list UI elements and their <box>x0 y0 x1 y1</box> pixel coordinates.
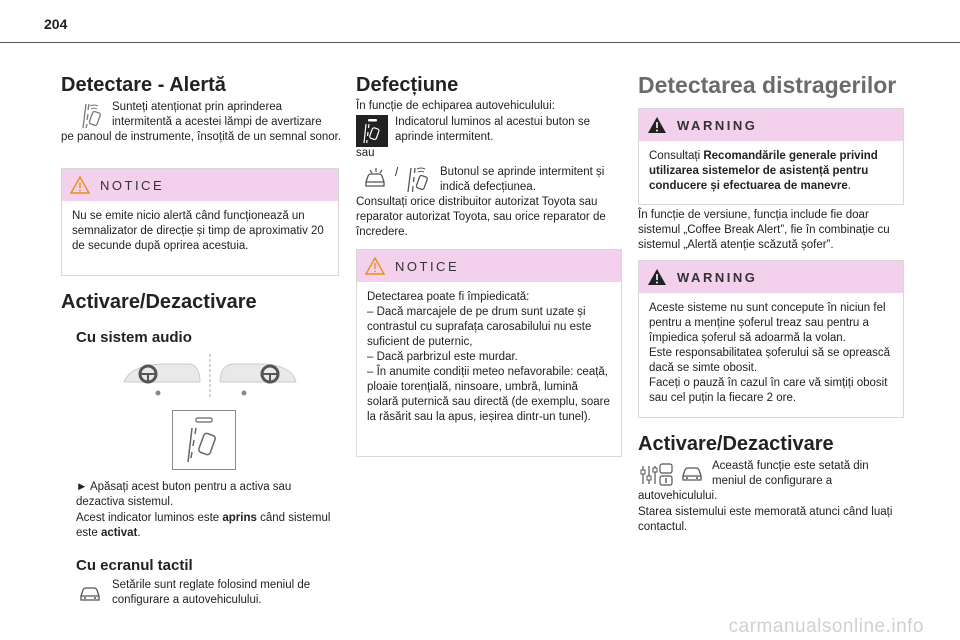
warning-recommendations-text: Consultați Recomandările generale privind utilizarea sistemelor de asistență pentru conducere și efectuarea de manevre. <box>649 150 878 192</box>
lane-button-icon <box>172 410 236 470</box>
fault-indicator-text: Indicatorul luminos al acestui buton se aprinde intermitent. <box>395 116 590 143</box>
warning-box-recommendations <box>638 108 904 205</box>
header-divider <box>0 42 960 43</box>
warning-fatigue-text3: Faceți o pauză în cazul în care vă simțiți obosit sau cel puțin la fiecare 2 ore. <box>649 377 888 404</box>
notice-line: – Dacă parbrizul este murdar. <box>367 351 518 363</box>
car-settings-icon <box>78 584 102 604</box>
lane-alert-icon <box>82 102 104 130</box>
activation-text-line2: meniul de configurare a <box>712 475 833 487</box>
press-button-text: ► Apăsați acest buton pentru a activa sau dezactiva sistemul. <box>76 481 292 508</box>
notice-line: Detectarea poate fi împiedicată: <box>367 291 530 303</box>
warning-fatigue-text1: Aceste sisteme nu sunt concepute în niciun fel pentru a menține șoferul treaz sau pentru a împiedica șoferul să adoarmă la volan. <box>649 302 886 344</box>
alert-text-rest: pe panoul de instrumente, însoțită de un semnal sonor. <box>61 131 342 143</box>
alert-text-line2: intermitentă a acestei lămpi de avertizare <box>112 116 322 128</box>
notice-box-alert <box>61 168 339 276</box>
indicator-on-word: aprins <box>222 512 257 524</box>
section-heading-distraction: Detectarea distragerilor <box>638 72 897 98</box>
menu-settings-icon <box>640 462 676 488</box>
watermark: carmanualsonline.info <box>728 616 924 637</box>
version-text: În funcție de versiune, funcția include fie doar sistemul „Coffee Break Alert”, fie în combinație cu sistemul „Alertă atenție scăzută șofer”. <box>638 209 890 251</box>
activation-text-rest: autovehiculului. <box>638 490 718 502</box>
section-heading-fault: Defecțiune <box>356 74 459 96</box>
warning-header <box>639 261 903 293</box>
touchscreen-text: Setările sunt reglate folosind meniul de configurare a autovehiculului. <box>112 579 311 606</box>
column-1 <box>61 74 341 97</box>
warning-label: WARNING <box>677 117 758 133</box>
fault-indicator-dark-icon <box>356 115 388 147</box>
notice-text: Nu se emite nicio alertă când funcționează un semnalizator de direcție și timp de aproximativ 20 de secunde după oprirea acestuia. <box>72 210 324 252</box>
fault-button-text: Butonul se aprinde intermitent și indică defecțiunea. <box>440 166 605 193</box>
or-word: sau <box>356 147 375 159</box>
section-heading-activation: Activare/Dezactivare <box>61 291 257 313</box>
indicator-active-word: activat <box>100 527 138 539</box>
warning-box-fatigue <box>638 260 904 418</box>
car-settings-icon <box>680 464 704 484</box>
warning-triangle-icon <box>647 116 667 134</box>
slash-separator: / <box>395 167 399 179</box>
section-heading-alert: Detectare - Alertă <box>61 74 226 96</box>
lane-alert-icon-small <box>406 164 432 194</box>
indicator-text: Acest indicator luminos este aprins când sistemul este activat. <box>76 512 331 539</box>
subheading-touchscreen: Cu ecranul tactil <box>76 557 193 574</box>
notice-line: – În anumite condiții meteo nefavorabile: ceață, ploaie torențială, ninsoare, umbră, lumină solară puternică sau directă (de exemplu, soare la răsărit sau la apus, ieșirea dintr-un tunel). <box>367 366 610 423</box>
notice-box-detection <box>356 249 622 457</box>
subheading-audio: Cu sistem audio <box>76 329 192 346</box>
car-alert-icon <box>362 166 390 192</box>
warning-triangle-icon <box>365 257 385 275</box>
notice-label: NOTICE <box>395 258 460 274</box>
notice-label: NOTICE <box>100 177 165 193</box>
page-number: 204 <box>44 16 68 32</box>
warning-fatigue-text2: Este responsabilitatea șoferului să se oprească dacă se simte obosit. <box>649 347 891 374</box>
activation-text-line1: Această funcție este setată din <box>712 460 869 472</box>
warning-label: WARNING <box>677 269 758 285</box>
fault-intro-text: În funcție de echiparea autovehiculului: <box>356 100 555 112</box>
section-heading-activation-2: Activare/Dezactivare <box>638 433 834 455</box>
warning-triangle-icon <box>647 268 667 286</box>
memory-text: Starea sistemului este memorată atunci când luați contactul. <box>638 506 893 533</box>
notice-header <box>357 250 621 282</box>
alert-text-line1: Sunteți atenționat prin aprinderea <box>112 101 283 113</box>
notice-header <box>62 169 338 201</box>
warning-header <box>639 109 903 141</box>
dashboard-illustration <box>120 352 300 400</box>
consult-dealer-text: Consultați orice distribuitor autorizat Toyota sau reparator autorizat Toyota, sau orice reparator de încredere. <box>356 196 606 238</box>
warning-triangle-icon <box>70 176 90 194</box>
notice-line: – Dacă marcajele de pe drum sunt uzate și contrastul cu suprafața carosabilului nu este suficient de puternic, <box>367 306 592 348</box>
